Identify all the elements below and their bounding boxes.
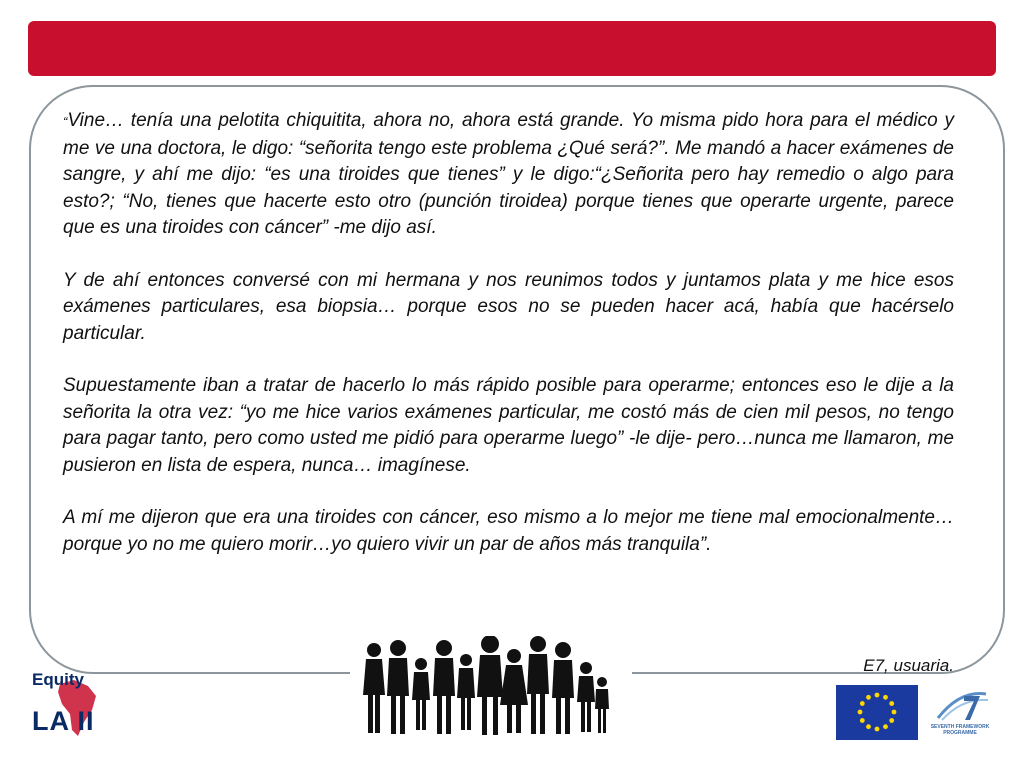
quote-paragraph-1: “Vine… tenía una pelotita chiquitita, ahora no, ahora está grande. Yo misma pido hora para el médico y me ve una doctora, le digo: “señorita tengo este problema ¿Qué será?”. Me mandó a hacer exámenes de sangre, y ahí me dijo: “es una tiroides que tienes” y le digo:“¿Señorita pero hay remedio o algo para esto?; “No, tienes que hacerte esto otro (punción tiroidea) porque tienes que operarte urgente, parece que es una tiroides con cáncer” -me dijo así. xyxy=(63,110,954,238)
family-group-icon xyxy=(358,636,610,736)
fp7-logo-icon xyxy=(928,688,992,724)
quote-paragraph-3: Supuestamente iban a tratar de hacerlo lo más rápido posible para operarme; entonces eso le dije a la señorita la otra vez: “yo me hice varios exámenes particular, me costó más de cien mil pesos, no tengo para pagar tanto, pero como usted me pidió para operarme luego” -le dije- pero…nunca me llamaron, me pusieron en lista de espera, nunca… imagínese. xyxy=(63,375,954,476)
equity-word: Equity xyxy=(32,670,84,689)
quote-paragraph-4: A mí me dijeron que era una tiroides con cáncer, eso mismo a lo mejor me tiene mal emocionalmente…porque yo no me quiero morir…yo quiero vivir un par de años más tranquila”. xyxy=(63,507,954,555)
equity-la-logo xyxy=(30,670,110,740)
quote-paragraph-2: Y de ahí entonces conversé con mi hermana y nos reunimos todos y juntamos plata y me hice esos exámenes particulares, esa biopsia… porque esos no se pueden hacer acá, había que hacérselo particular. xyxy=(63,269,954,344)
eu-flag-icon xyxy=(836,685,918,740)
header-banner xyxy=(28,21,996,76)
quote-text xyxy=(63,108,954,584)
fp7-logo xyxy=(928,688,992,740)
quote-attribution: E7, usuaria. xyxy=(863,656,954,675)
equity-la-text: LA II xyxy=(32,706,95,736)
fp7-caption: SEVENTH FRAMEWORK PROGRAMME xyxy=(930,724,990,736)
